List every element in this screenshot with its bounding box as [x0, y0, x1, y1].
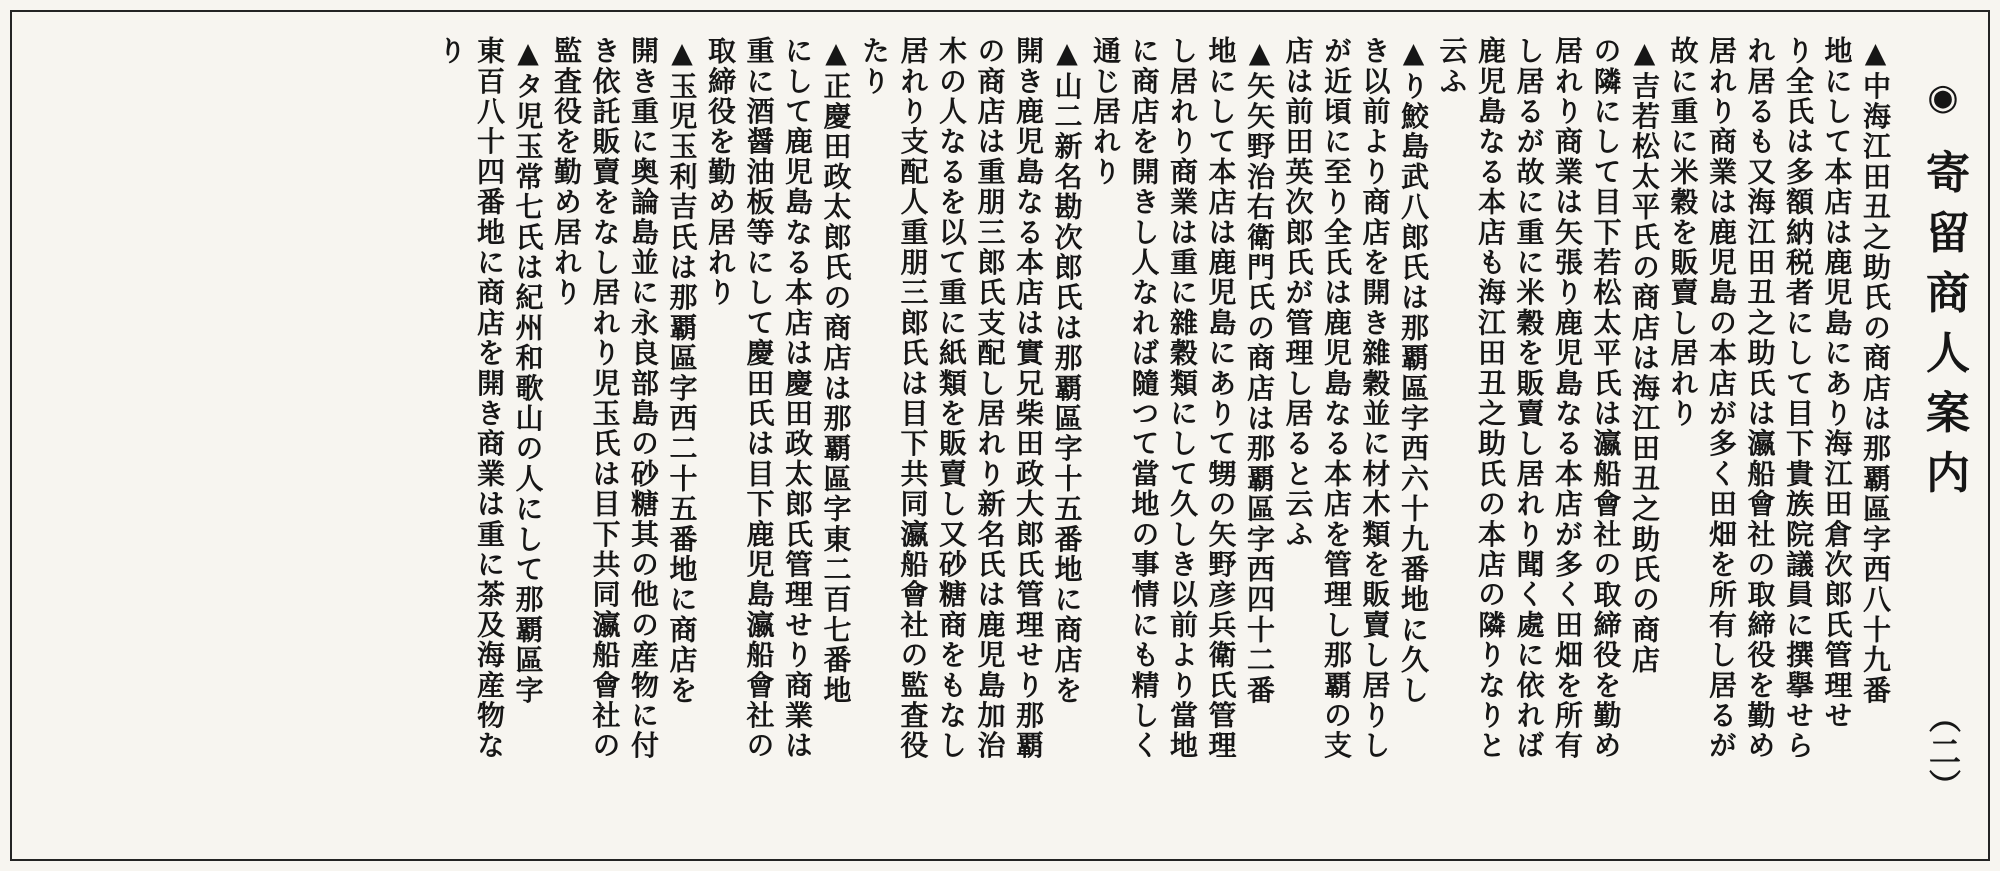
- text-column: 開き鹿児島なる本店は實兄柴田政大郎氏管理せり那覇: [1012, 36, 1045, 761]
- text-column: ▲中海江田丑之助氏の商店は那覇區字西八十九番: [1859, 36, 1892, 706]
- text-column: の隣にして目下若松太平氏は瀛船會社の取締役を勤め: [1589, 36, 1623, 761]
- text-column: ▲正慶田政太郎氏の商店は那覇區字東二百七番地: [819, 36, 853, 706]
- text-column: り: [434, 36, 468, 67]
- text-column: 取締役を勤め居れり: [704, 36, 737, 308]
- text-column: ▲玉児玉利吉氏は那覇區字西二十五番地に商店を: [665, 36, 699, 706]
- text-column: り全氏は多額納税者にして目下貴族院議員に撰擧せら: [1782, 36, 1815, 761]
- text-column: ▲山二新名勘次郎氏は那覇區字十五番地に商店を: [1050, 36, 1084, 706]
- article-number: （二）: [1924, 700, 1962, 803]
- text-column: 鹿児島なる本店も海江田丑之助氏の本店の隣りなりと: [1474, 36, 1507, 761]
- text-column: し居るが故に重に米穀を販賣し居れり聞く處に依れば: [1512, 36, 1546, 761]
- text-column: き依託販賣をなし居れり児玉氏は目下共同瀛船會社の: [588, 36, 622, 761]
- text-column: ▲吉若松太平氏の商店は海江田丑之助氏の商店: [1628, 36, 1661, 676]
- text-column: 通じ居れり: [1089, 36, 1122, 187]
- text-column: 居れり商業は矢張り鹿児島なる本店が多く田畑を所有: [1551, 36, 1584, 761]
- article-body: [28, 36, 1978, 836]
- text-column: が近頃に至り全氏は鹿児島なる本店を管理し那覇の支: [1320, 36, 1353, 761]
- text-column: 地にして本店は鹿児島にあり海江田倉次郎氏管理せ: [1820, 36, 1854, 731]
- text-column: 木の人なるを以て重に紙類を販賣し又砂糖商をもなし: [935, 36, 968, 761]
- text-column: たり: [858, 36, 891, 97]
- text-column: ▲タ児玉常七氏は紀州和歌山の人にして那覇區字: [511, 36, 545, 706]
- text-column: にして鹿児島なる本店は慶田政太郎氏管理せり商業は: [781, 36, 814, 761]
- text-column: れ居るも又海江田丑之助氏は瀛船會社の取締役を勤め: [1743, 36, 1777, 761]
- article-title-line: [1894, 36, 1978, 836]
- text-column: し居れり商業は重に雜穀類にして久しき以前より當地: [1166, 36, 1199, 761]
- text-column: に商店を開きし人なれば隨つて當地の事情にも精しく: [1127, 36, 1161, 761]
- text-column: 故に重に米穀を販賣し居れり: [1666, 36, 1700, 429]
- article-title: 寄留商人案内: [1918, 149, 1969, 510]
- text-column: ▲矢矢野治右衛門氏の商店は那覇區字西四十二番: [1243, 36, 1276, 706]
- text-column: 居れり支配人重朋三郎氏は目下共同瀛船會社の監査役: [896, 36, 930, 761]
- text-column: 東百八十四番地に商店を開き商業は重に茶及海産物な: [473, 36, 506, 761]
- text-column: ▲り鮫島武八郎氏は那覇區字西六十九番地に久し: [1397, 36, 1430, 706]
- text-column: き以前より商店を開き雜穀並に材木類を販賣し居りし: [1358, 36, 1392, 761]
- text-column: 居れり商業は鹿児島の本店が多く田畑を所有し居るが: [1705, 36, 1738, 761]
- text-column: の商店は重朋三郎氏支配し居れり新名氏は鹿児島加治: [973, 36, 1007, 761]
- title-mark: ◉: [1922, 76, 1964, 118]
- text-column: 地にして本店は鹿児島にありて甥の矢野彦兵衛氏管理: [1204, 36, 1238, 761]
- text-column: 重に酒醤油板等にして慶田氏は目下鹿児島瀛船會社の: [742, 36, 776, 761]
- text-column: 云ふ: [1435, 36, 1469, 97]
- text-column: 店は前田英次郎氏が管理し居ると云ふ: [1281, 36, 1315, 550]
- text-column: 開き重に奥論島並に永良部島の砂糖其の他の産物に付: [627, 36, 660, 761]
- text-column: 監査役を勤め居れり: [550, 36, 583, 308]
